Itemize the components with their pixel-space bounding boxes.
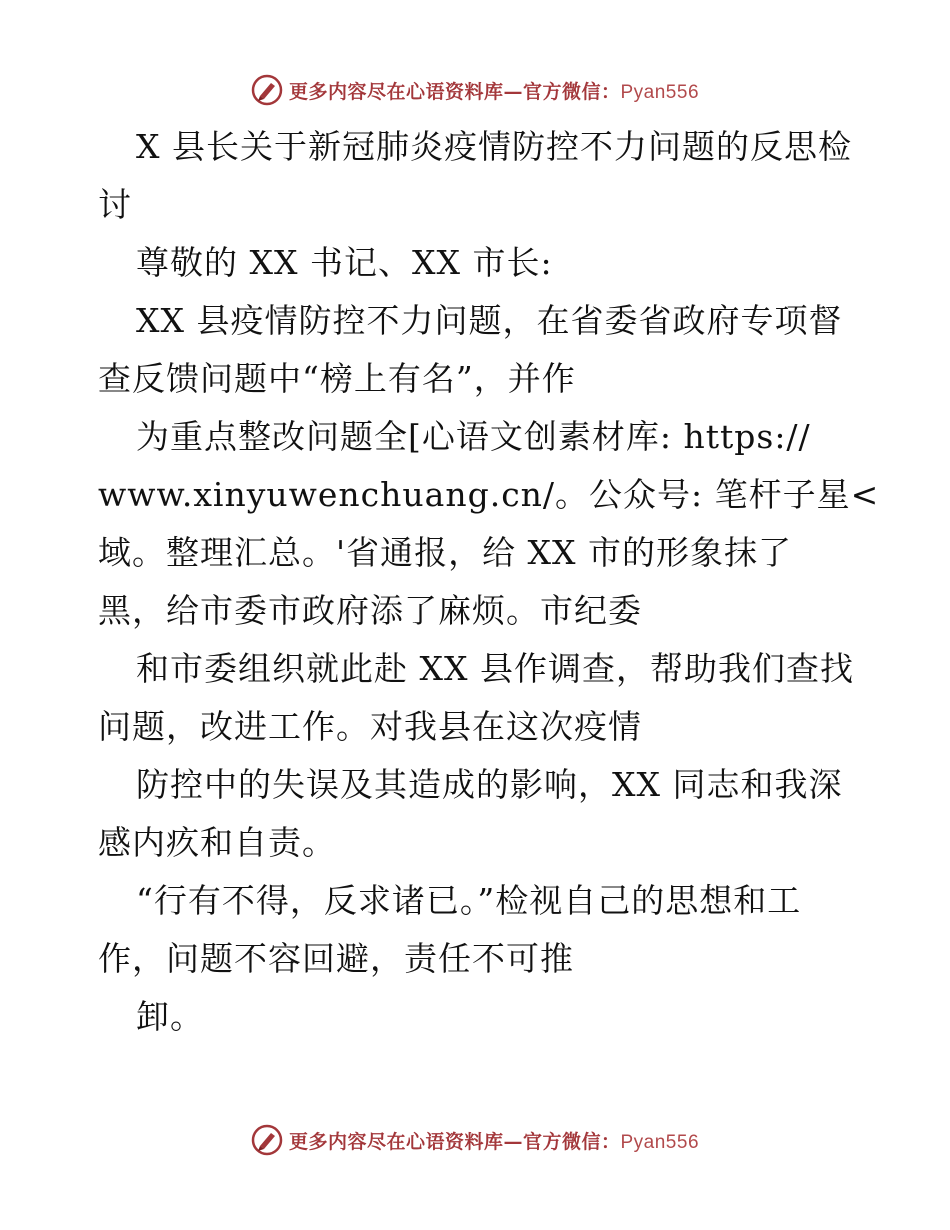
- text-line: 和市委组织就此赴 XX 县作调查，帮助我们查找: [136, 649, 854, 688]
- banner-text: 更多内容尽在心语资料库—官方微信：Pyan556: [288, 80, 700, 103]
- text-line: 黑，给市委市政府添了麻烦。市纪委: [98, 591, 642, 630]
- text-line: 感内疚和自责。: [98, 823, 336, 862]
- text-line: 作，问题不容回避，责任不可推: [98, 939, 574, 978]
- wechat-id: Pyan556: [620, 81, 700, 103]
- salutation: 尊敬的 XX 书记、XX 市长:: [136, 243, 553, 282]
- text-line: 域。整理汇总。'省通报，给 XX 市的形象抹了: [98, 533, 793, 572]
- wechat-id: Pyan556: [620, 1131, 700, 1153]
- text-line: “行有不得，反求诸已。”检视自己的思想和工: [136, 881, 802, 920]
- text-line: www.xinyuwenchuang.cn/。公众号: 笔杆子星<: [98, 475, 880, 514]
- text-line: XX 县疫情防控不力问题，在省委省政府专项督: [136, 301, 843, 340]
- document-body: [98, 118, 880, 1046]
- header-banner: [0, 70, 950, 110]
- banner-text: 更多内容尽在心语资料库—官方微信：Pyan556: [288, 1130, 700, 1153]
- text-line: 为重点整改问题全[心语文创素材库: https://: [136, 417, 811, 456]
- text-line: 防控中的失误及其造成的影响，XX 同志和我深: [136, 765, 843, 804]
- document-title-line-1: X 县长关于新冠肺炎疫情防控不力问题的反思检: [136, 127, 852, 166]
- document-title-line-2: 讨: [98, 185, 132, 224]
- text-line: 卸。: [136, 997, 204, 1036]
- text-line: 查反馈问题中“榜上有名”，并作: [98, 359, 576, 398]
- text-line: 问题，改进工作。对我县在这次疫情: [98, 707, 642, 746]
- footer-banner: [0, 1120, 950, 1160]
- pen-logo-icon: [251, 1124, 283, 1156]
- pen-logo-icon: [251, 74, 283, 106]
